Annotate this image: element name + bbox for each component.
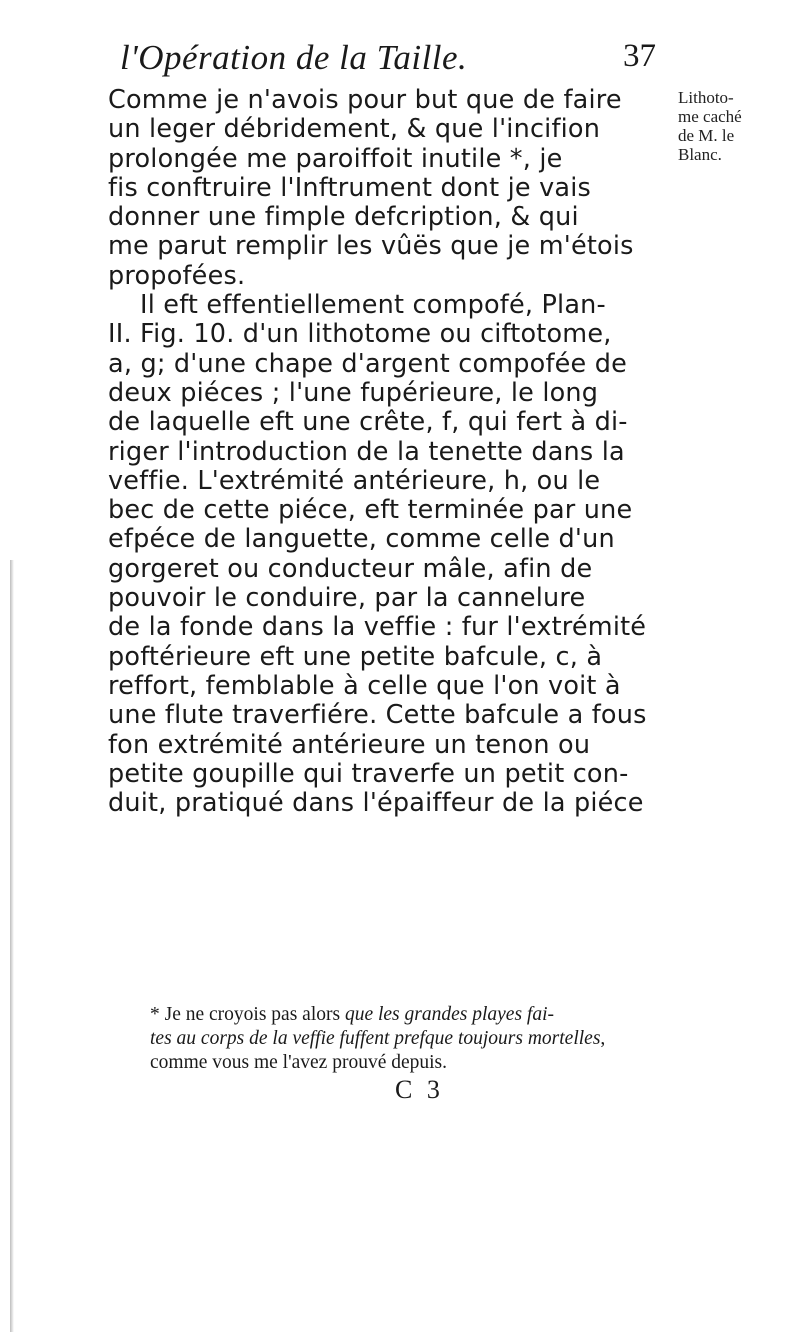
text-line: un leger débridement, & que l'incifion — [108, 114, 601, 145]
text-line: bec de cette piéce, eft terminée par une — [108, 495, 633, 526]
page-edge-shadow — [10, 560, 14, 1332]
text-line: pouvoir le conduire, par la cannelure — [108, 583, 586, 614]
text-line: duit, pratiqué dans l'épaiffeur de la piéce — [108, 788, 644, 819]
text-line: fon extrémité antérieure un tenon ou — [108, 729, 591, 760]
footnote — [150, 1003, 710, 1075]
footnote-text: , — [600, 1028, 606, 1049]
margin-note-line: me caché — [678, 107, 742, 126]
footnote-italic-text: que les grandes playes fai- — [344, 1004, 554, 1025]
footnote-italic-text: tes au corps de la veffie fuffent prefque toujours mortelles — [150, 1028, 601, 1049]
text-line: efpéce de languette, comme celle d'un — [108, 524, 615, 555]
text-line: propofées. — [108, 260, 246, 291]
margin-note — [678, 88, 796, 164]
text-line: me parut remplir les vûës que je m'étois — [108, 231, 634, 262]
text-line: a, g; d'une chape d'argent compofée de — [108, 348, 628, 379]
footnote-line: comme vous me l'avez prouvé depuis. — [150, 1052, 448, 1073]
margin-note-line: Lithoto- — [678, 88, 734, 107]
text-line: riger l'introduction de la tenette dans la — [108, 436, 625, 467]
footnote-line — [150, 1003, 710, 1027]
page-number: 37 — [623, 38, 656, 74]
text-line: de la fonde dans la veffie : fur l'extrémité — [108, 612, 647, 643]
margin-note-line: de M. le — [678, 126, 735, 145]
text-line: petite goupille qui traverfe un petit con- — [108, 758, 629, 789]
text-line: reffort, femblable à celle que l'on voit à — [108, 670, 621, 701]
text-line: gorgeret ou conducteur mâle, afin de — [108, 553, 593, 584]
text-line: fis conftruire l'Inftrument dont je vais — [108, 172, 591, 203]
text-line: II. Fig. 10. d'un lithotome ou ciftotome, — [108, 319, 612, 350]
text-line: prolongée me paroiffoit inutile *, je — [108, 143, 563, 174]
running-title: l'Opération de la Taille. — [120, 38, 468, 77]
printer-signature-mark: C 3 — [395, 1075, 444, 1104]
text-line: de laquelle eft une crête, f, qui fert à di- — [108, 407, 628, 438]
body-text — [108, 86, 668, 818]
footnote-text: * Je ne croyois pas alors — [150, 1004, 345, 1025]
text-line: une flute traverfiére. Cette bafcule a fous — [108, 700, 647, 731]
paragraph-start-line: Il eft effentiellement compofé, Plan- — [140, 290, 606, 321]
text-line: poftérieure eft une petite bafcule, c, à — [108, 641, 603, 672]
text-line: Comme je n'avois pour but que de faire — [108, 85, 622, 115]
text-line: donner une fimple defcription, & qui — [108, 202, 579, 233]
margin-note-line: Blanc. — [678, 145, 722, 164]
text-line: deux piéces ; l'une fupérieure, le long — [108, 377, 599, 408]
text-line: veffie. L'extrémité antérieure, h, ou le — [108, 465, 601, 496]
footnote-line — [150, 1027, 710, 1051]
